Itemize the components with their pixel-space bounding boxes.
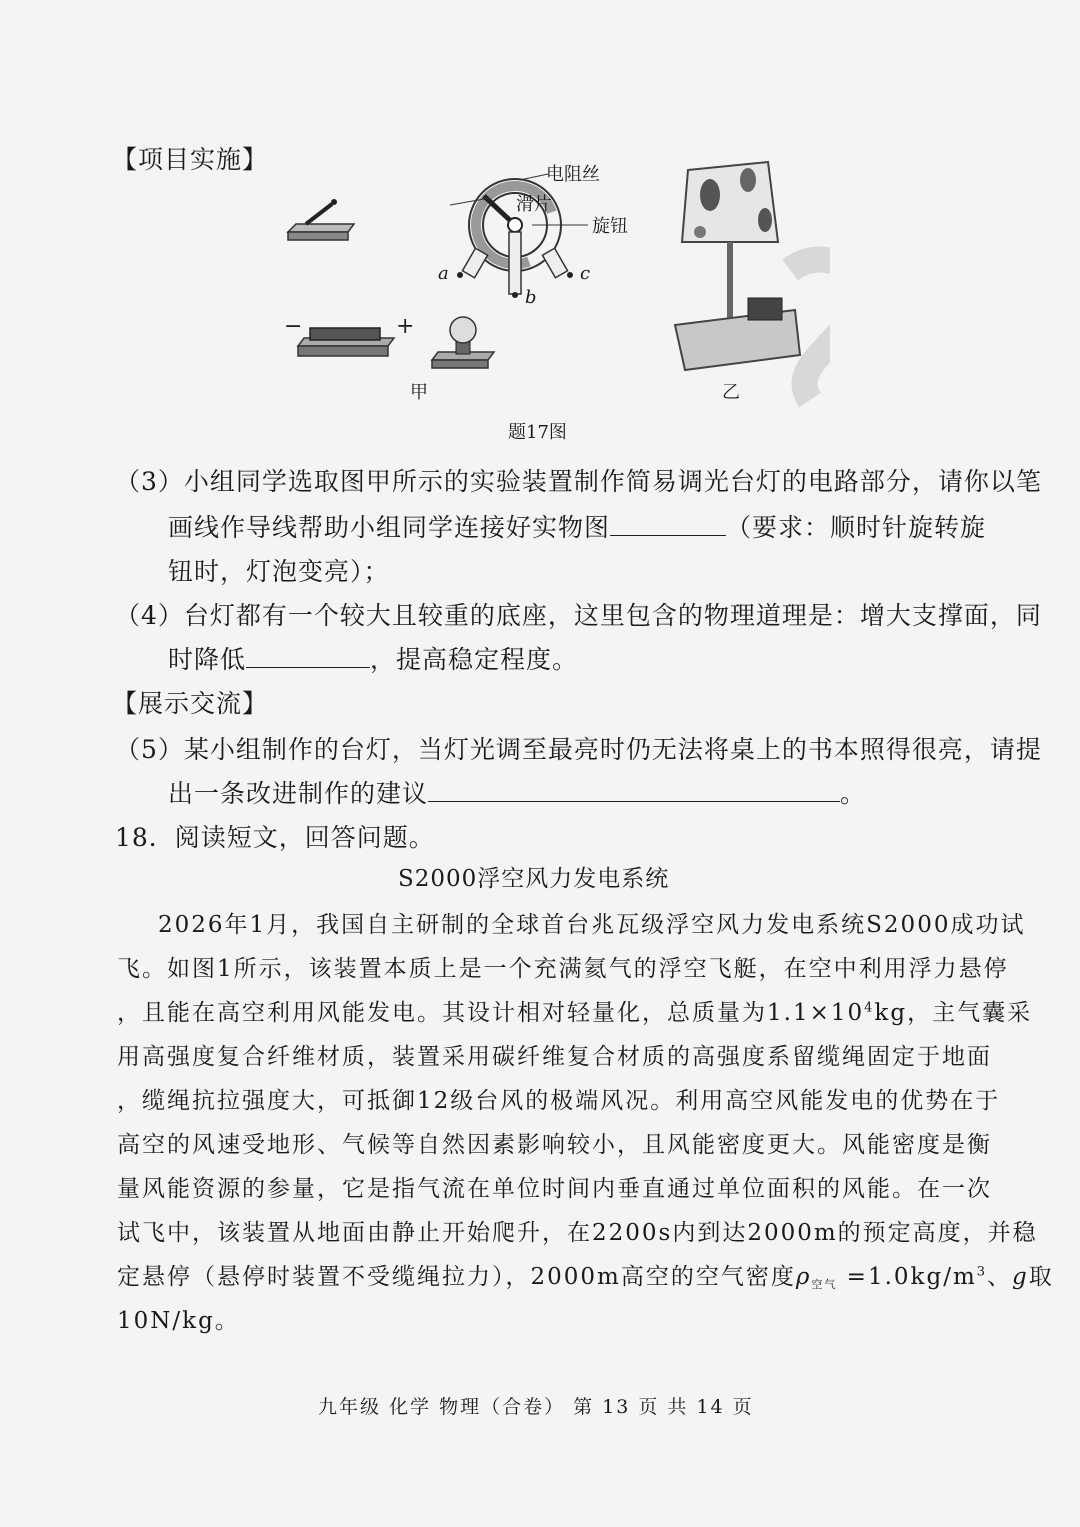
battery-plus-label: + bbox=[396, 314, 415, 339]
question-5-text-a: 出一条改进制作的建议 bbox=[168, 779, 429, 808]
question-4-text-a: 时降低 bbox=[168, 645, 247, 674]
battery-minus-label: − bbox=[284, 314, 303, 339]
rheostat-label-slider: 滑片 bbox=[516, 194, 552, 215]
article-line-7: 量风能资源的参量，它是指气流在单位时间内垂直通过单位面积的风能。在一次 bbox=[117, 1176, 992, 1202]
question-4-text-b: ，提高稳定程度。 bbox=[370, 645, 579, 674]
article-line-3-text: ，且能在高空利用风能发电。其设计相对轻量化，总质量为1.1×10 bbox=[117, 1000, 865, 1026]
bulb-icon bbox=[432, 317, 494, 368]
figure-label-jia: 甲 bbox=[410, 382, 428, 403]
air-density-symbol: ρ bbox=[795, 1264, 812, 1290]
question-4-line-2 bbox=[168, 640, 578, 676]
article-line-9-text: 定悬停（悬停时装置不受缆绳拉力），2000m高空的空气密度 bbox=[117, 1264, 796, 1290]
terminal-b-label: b bbox=[525, 287, 537, 308]
answer-blank-q4[interactable] bbox=[246, 645, 370, 668]
article-line-5: ，缆绳抗拉强度大，可抵御12级台风的极端风况。利用高空风能发电的优势在于 bbox=[117, 1088, 1001, 1114]
air-density-subscript: 空气 bbox=[811, 1278, 838, 1291]
article-line-10: 10N/kg。 bbox=[117, 1308, 240, 1334]
article-line-3-tail: kg，主气囊采 bbox=[874, 1000, 1033, 1026]
article-line-4: 用高强度复合纤维材质，装置采用碳纤维复合材质的高强度系留缆绳固定于地面 bbox=[117, 1044, 992, 1070]
answer-blank-q3[interactable] bbox=[610, 513, 726, 536]
density-exponent: 3 bbox=[976, 1264, 988, 1280]
desk-lamp-photo bbox=[675, 162, 830, 400]
question-18-heading: 18．阅读短文，回答问题。 bbox=[115, 823, 435, 852]
question-5-line-2 bbox=[168, 774, 866, 810]
article-line-9 bbox=[117, 1258, 1054, 1292]
question-3-text-a: 画线作导线帮助小组同学连接好实物图 bbox=[168, 513, 611, 542]
question-5-line-1: （5）某小组制作的台灯，当灯光调至最亮时仍无法将桌上的书本照得很亮，请提 bbox=[115, 735, 1042, 764]
page-footer: 九年级 化学 物理（合卷） 第 13 页 共 14 页 bbox=[318, 1396, 754, 1418]
article-line-9-sep: 、 bbox=[987, 1264, 1013, 1290]
answer-blank-q5[interactable] bbox=[428, 779, 840, 802]
article-line-2: 飞。如图1所示，该装置本质上是一个充满氦气的浮空飞艇，在空中利用浮力悬停 bbox=[117, 956, 1009, 982]
article-line-1: 2026年1月，我国自主研制的全球首台兆瓦级浮空风力发电系统S2000成功试 bbox=[158, 912, 1026, 938]
gravity-symbol: g bbox=[1012, 1264, 1029, 1290]
article-line-6: 高空的风速受地形、气候等自然因素影响较小，且风能密度更大。风能密度是衡 bbox=[117, 1132, 992, 1158]
switch-icon bbox=[288, 199, 354, 240]
question-3-line-3: 钮时，灯泡变亮）； bbox=[168, 557, 390, 586]
article-line-3 bbox=[117, 994, 1032, 1027]
terminal-a-label: a bbox=[438, 263, 449, 284]
article-line-9-end: 取 bbox=[1028, 1264, 1054, 1290]
section-heading-showcase: 【展示交流】 bbox=[112, 689, 269, 718]
article-title: S2000浮空风力发电系统 bbox=[398, 866, 670, 892]
question-4-line-1: （4）台灯都有一个较大且较重的底座，这里包含的物理道理是：增大支撑面，同 bbox=[115, 601, 1042, 630]
air-density-value: =1.0kg/m bbox=[837, 1264, 977, 1290]
question-3-line-2 bbox=[168, 508, 986, 544]
battery-icon bbox=[298, 328, 394, 356]
mass-exponent: 4 bbox=[864, 1000, 875, 1016]
figure-caption: 题17图 bbox=[508, 422, 567, 443]
figure-label-yi: 乙 bbox=[722, 382, 740, 403]
terminal-c-label: c bbox=[580, 263, 591, 284]
rheostat-label-wire: 电阻丝 bbox=[546, 164, 600, 185]
figure-17 bbox=[270, 150, 830, 440]
question-5-text-b: 。 bbox=[840, 779, 867, 808]
question-3-line-1: （3）小组同学选取图甲所示的实验装置制作简易调光台灯的电路部分，请你以笔 bbox=[115, 467, 1042, 496]
section-heading-implementation: 【项目实施】 bbox=[112, 145, 269, 174]
article-line-8: 试飞中，该装置从地面由静止开始爬升，在2200s内到达2000m的预定高度，并稳 bbox=[117, 1220, 1038, 1246]
question-3-text-b: （要求：顺时针旋转旋 bbox=[726, 513, 987, 542]
rheostat-label-knob: 旋钮 bbox=[592, 216, 628, 237]
